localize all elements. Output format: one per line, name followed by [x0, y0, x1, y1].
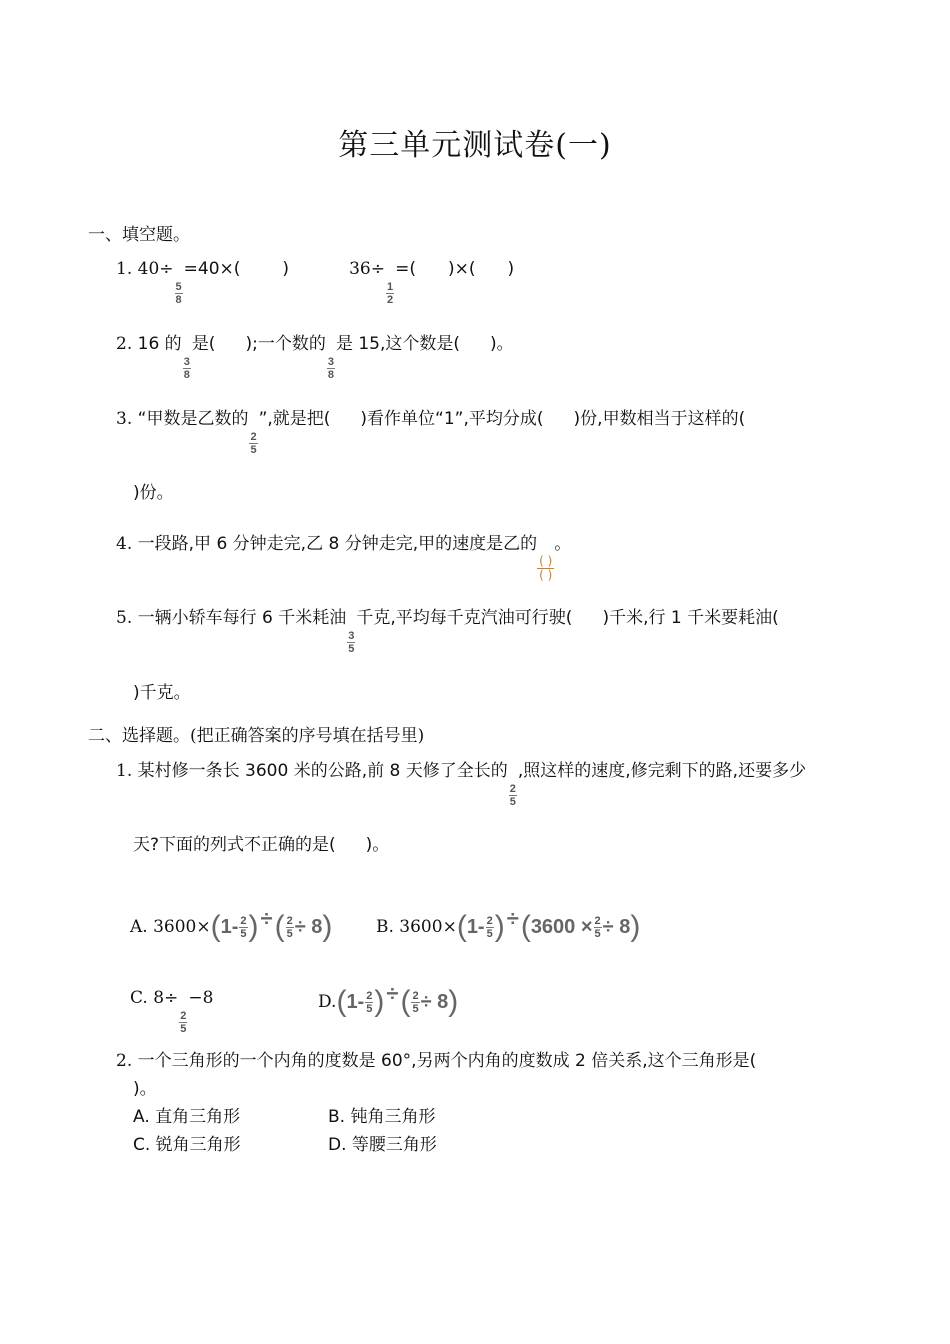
- section-2-heading: 二、选择题。(把正确答案的序号填在括号里): [88, 726, 425, 746]
- expression-d: ( 1- $\frac{2}{5}$ ) ÷ ( $\frac{2}{5}$ ÷ 8 ): [336, 981, 459, 1018]
- expression-b: ( 1- $\frac{2}{5}$ ) ÷ ( 3600 × $\frac{2}{5}$ ÷ 8 ): [456, 906, 641, 943]
- question-1-2: 2. 16 的 $\frac{3}{8}$ 是( );一个数的 $\frac{3}{8}$ 是 15,这个数是( )。: [116, 334, 514, 381]
- option-a: A. 3600× ( 1- $\frac{2}{5}$ ) ÷ ( $\frac{2}{5}$ ÷ 8 ): [130, 906, 333, 943]
- fraction: $\frac{3}{8}$: [327, 356, 334, 381]
- fraction: $\frac{5}{8}$: [175, 281, 182, 306]
- question-2-1: 1. 某村修一条长 3600 米的公路,前 8 天修了全长的 $\frac{2}{5}$ ,照这样的速度,修完剩下的路,还要多少: [116, 761, 807, 808]
- fraction: $\frac{2}{5}$: [509, 783, 516, 808]
- expression-a: ( 1- $\frac{2}{5}$ ) ÷ ( $\frac{2}{5}$ ÷ 8 ): [210, 906, 333, 943]
- fraction: $\frac{3}{8}$: [183, 356, 190, 381]
- option-d: D. 等腰三角形: [328, 1135, 437, 1155]
- option-a: A. 直角三角形: [133, 1107, 241, 1127]
- option-d: D. ( 1- $\frac{2}{5}$ ) ÷ ( $\frac{2}{5}$ ÷ 8 ): [318, 981, 459, 1018]
- question-1-4: 4. 一段路,甲 6 分钟走完,乙 8 分钟走完,甲的速度是乙的 ( ) ( ) 。: [116, 534, 572, 582]
- question-1-3: 3. “甲数是乙数的 $\frac{2}{5}$ ”,就是把( )看作单位“1”,平均分成( )份,甲数相当于这样的(: [116, 409, 746, 456]
- option-c: C. 锐角三角形: [133, 1135, 241, 1155]
- fraction: $\frac{2}{5}$: [180, 1010, 187, 1035]
- question-2-2: 2. 一个三角形的一个内角的度数是 60°,另两个内角的度数成 2 倍关系,这个三角形是(: [116, 1051, 757, 1071]
- option-c: C. 8÷ $\frac{2}{5}$ −8: [130, 988, 214, 1035]
- fraction: $\frac{3}{5}$: [348, 630, 355, 655]
- option-b: B. 钝角三角形: [328, 1107, 436, 1127]
- section-1-heading: 一、填空题。: [88, 225, 190, 245]
- blank-fraction: ( ) ( ): [539, 554, 553, 582]
- question-1-5: 5. 一辆小轿车每行 6 千米耗油 $\frac{3}{5}$ 千克,平均每千克汽油可行驶( )千米,行 1 千米要耗油(: [116, 608, 779, 655]
- question-1-5-cont: )千克。: [133, 683, 191, 703]
- option-b: B. 3600× ( 1- $\frac{2}{5}$ ) ÷ ( 3600 × $\frac{2}{5}$ ÷ 8 ): [376, 906, 641, 943]
- question-1-3-cont: )份。: [133, 483, 174, 503]
- page-title: 第三单元测试卷(一): [338, 128, 612, 163]
- fraction: $\frac{2}{5}$: [250, 431, 257, 456]
- question-2-2-cont: )。: [133, 1079, 157, 1099]
- question-2-1-cont: 天?下面的列式不正确的是( )。: [133, 835, 390, 855]
- question-1-1: 1. 40÷ $\frac{5}{8}$ =40×( ) 36÷ $\frac{1}{2}$ =( )×( ): [116, 259, 515, 306]
- fraction: $\frac{1}{2}$: [386, 281, 394, 306]
